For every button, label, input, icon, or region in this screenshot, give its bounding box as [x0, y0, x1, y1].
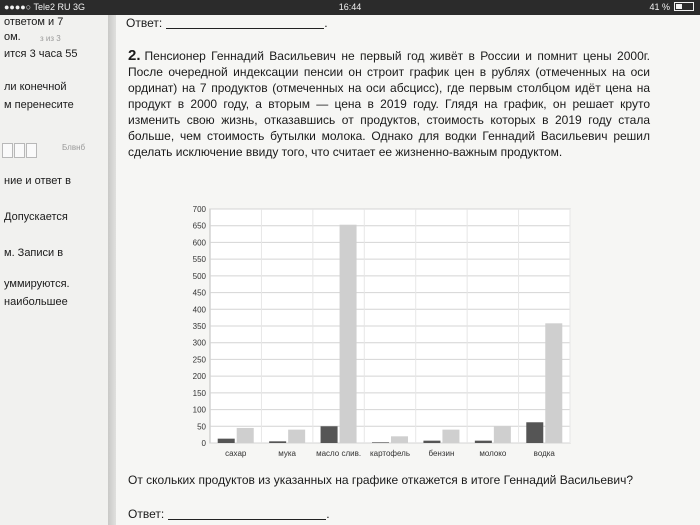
y-tick-label: 600 — [192, 238, 206, 248]
answer-blank[interactable] — [168, 507, 326, 520]
bar-2000-6 — [526, 422, 543, 443]
left-faded-text: з из 3 — [40, 34, 61, 43]
battery-indicator — [649, 2, 694, 12]
bottom-answer-line: Ответ: . — [128, 507, 330, 521]
y-tick-label: 650 — [192, 221, 206, 231]
left-line: ние и ответ в — [4, 175, 71, 187]
left-faded-text: Блвнб — [62, 143, 86, 152]
bar-2019-1 — [288, 430, 305, 443]
left-line: ответом и 7 — [4, 16, 64, 28]
carrier-signal: ●●●●○ Tele2 RU 3G — [4, 2, 86, 12]
top-answer-line: Ответ: . — [126, 16, 328, 30]
answer-cells — [2, 143, 38, 162]
y-tick-label: 550 — [192, 255, 206, 265]
y-tick-label: 300 — [192, 338, 206, 348]
task-2 — [128, 48, 650, 160]
bar-2019-2 — [340, 225, 357, 443]
answer-blank[interactable] — [166, 16, 324, 29]
clock: 16:44 — [338, 2, 362, 12]
x-tick-label: бензин — [428, 449, 455, 458]
answer-label: Ответ: — [126, 16, 163, 30]
bar-2019-0 — [237, 428, 254, 443]
y-tick-label: 350 — [192, 322, 206, 331]
y-tick-label: 400 — [192, 305, 206, 315]
left-line: ом. — [4, 31, 21, 43]
left-line: уммируются. — [4, 278, 70, 290]
battery-icon — [674, 2, 694, 11]
x-tick-label: водка — [533, 449, 555, 458]
bar-2019-6 — [545, 323, 562, 443]
battery-percent: 41 % — [649, 2, 670, 12]
question: От скольких продуктов из указанных на графике откажется в итоге Геннадий Васильевич? — [128, 473, 634, 487]
left-line: м перенесите — [4, 99, 74, 111]
y-tick-label: 200 — [192, 372, 206, 382]
x-tick-label: мука — [278, 449, 297, 458]
x-tick-label: сахар — [225, 449, 247, 458]
bar-2019-4 — [442, 430, 459, 443]
x-tick-label: масло слив. — [316, 449, 362, 458]
answer-label: Ответ: — [128, 507, 165, 521]
bar-2000-4 — [423, 441, 440, 443]
price-chart — [172, 203, 602, 480]
bar-2019-5 — [494, 426, 511, 443]
y-tick-label: 0 — [201, 439, 206, 448]
bar-2000-0 — [218, 439, 235, 443]
x-tick-label: молоко — [479, 449, 507, 458]
bar-2000-1 — [269, 441, 286, 443]
main-page — [116, 15, 700, 525]
left-line: ли конечной — [4, 81, 67, 93]
page-gutter — [108, 15, 116, 525]
bar-2019-3 — [391, 436, 408, 443]
status-bar — [0, 0, 700, 15]
left-line: Допускается — [4, 211, 68, 223]
y-tick-label: 700 — [192, 205, 206, 214]
task-number: 2. — [128, 47, 141, 64]
bar-2000-5 — [475, 441, 492, 443]
left-line: наибольшее — [4, 296, 68, 308]
bar-2000-2 — [321, 426, 338, 443]
y-tick-label: 450 — [192, 288, 206, 298]
bar-2000-3 — [372, 442, 389, 443]
y-tick-label: 250 — [192, 355, 206, 365]
x-tick-label: картофель — [369, 449, 411, 458]
left-line: ится 3 часа 55 — [4, 48, 78, 60]
y-tick-label: 500 — [192, 271, 206, 281]
bar-chart — [172, 203, 602, 475]
y-tick-label: 100 — [192, 405, 206, 415]
task-text: Пенсионер Геннадий Васильевич не первый год живёт в России и помнит цены 2000г. После очередной индексации пенсии он строит график цен в рублях (отмеченных на оси ординат) на 7 продуктов (отмеченных на оси абсцисс), где первым столбцом идёт цена на продукт в 2000 году, а вторым — цена в 2019 году. Глядя на график, он решает круто изменить свою жизнь, отказавшись от продуктов, стоимость которых в 2019 году стала больше, чем стоимость бутылки молока. Однако для водки Геннадий Васильевич решил сделать исключение ввиду того, что считает ее жизненно-важным продуктом. — [128, 49, 650, 159]
y-tick-label: 150 — [192, 388, 206, 398]
left-line: м. Записи в — [4, 247, 64, 259]
y-tick-label: 50 — [197, 422, 206, 432]
left-page — [0, 15, 108, 525]
